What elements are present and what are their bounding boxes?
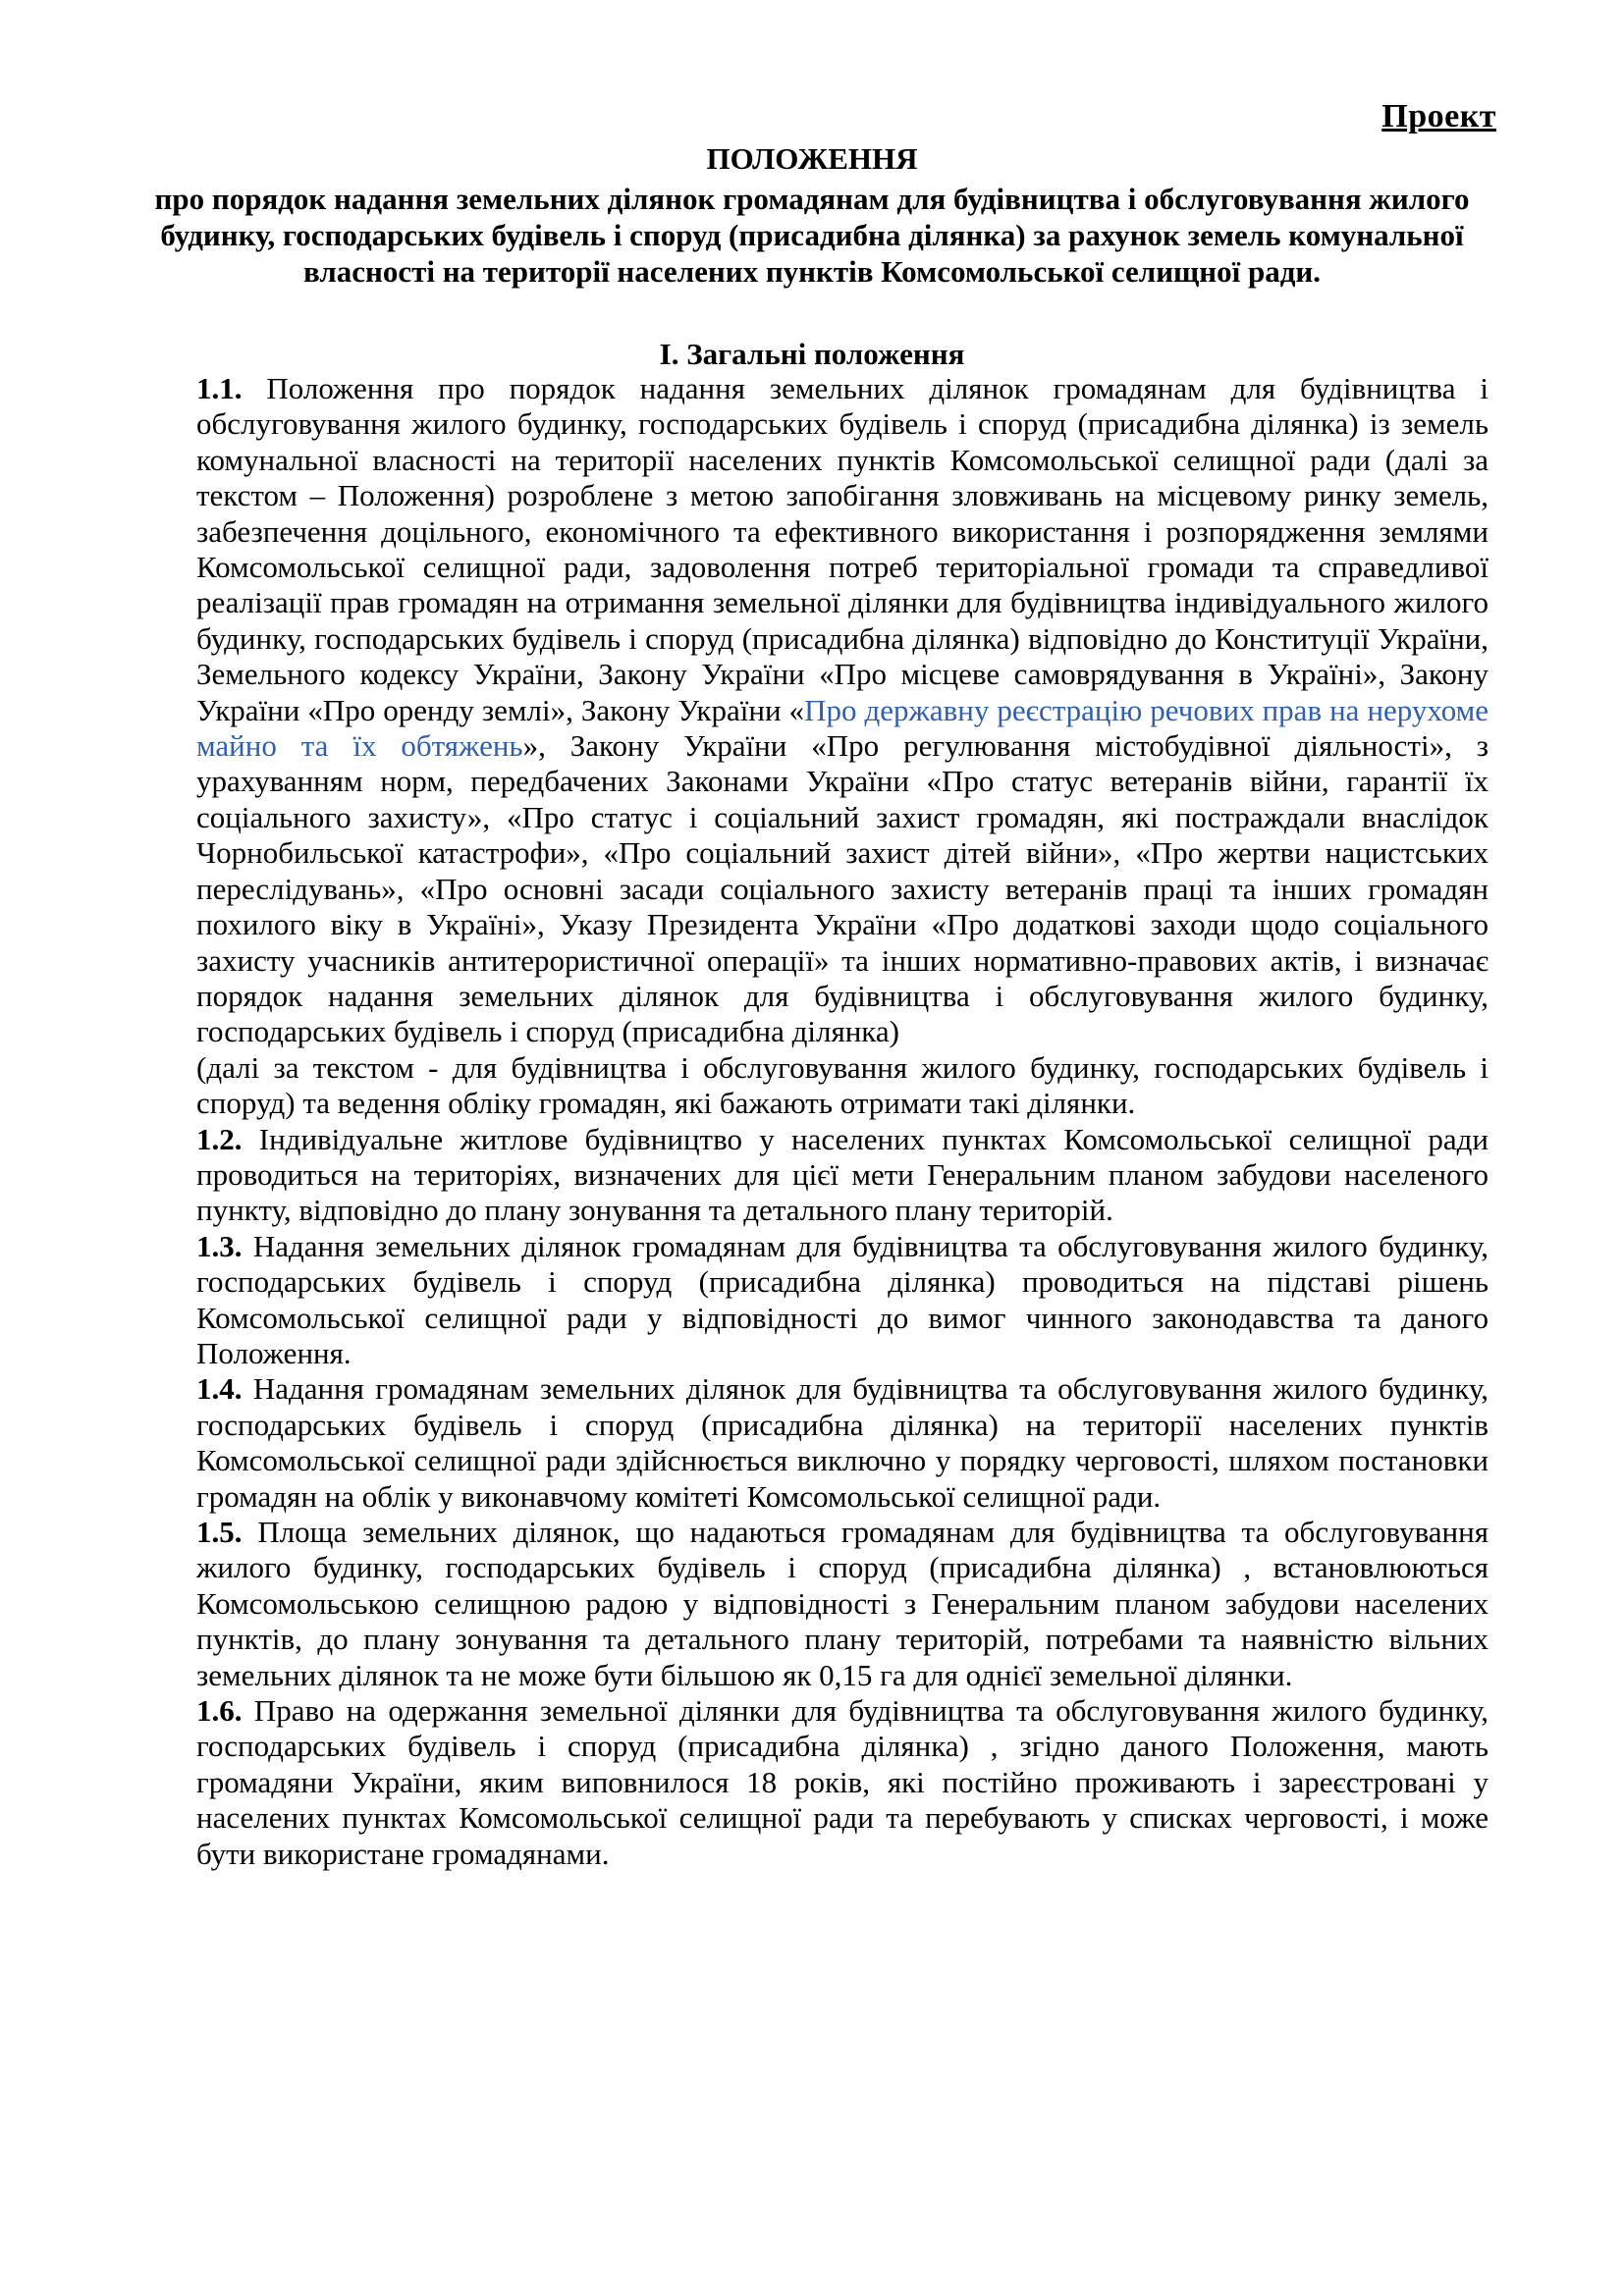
paragraph-text: Положення про порядок надання земельних ділянок громадянам для будівництва і обслуговування жилого будинку, господарських будівель і споруд (присадибна ділянка) із земель комунальної власності на території населених пунктів Комсомольської селищної ради (далі за текстом – Положення) розроблене з метою запобігання зловживань на місцевому ринку земель, забезпечення доцільного, економічного та ефективного використання і розпорядження землями Комсомольської селищної ради, задоволення потреб територіальної громади та справедливої реалізації прав громадян на отримання земельної ділянки для будівництва індивідуального жилого будинку, господарських будівель і споруд (присадибна ділянка) відповідно до Конституції України, Земельного кодексу України, Закону України «Про місцеве самоврядування в Україні», Закону України «Про оренду землі», Закону України « [196,371,1489,727]
document-body [196,371,1489,1872]
paragraph-number: 1.1. [196,371,243,405]
paragraph-1-2 [196,1122,1489,1229]
document-header [147,137,1477,290]
law-link[interactable]: Про державну реєстрацію речових прав на нерухоме майно та їх обтяжень [196,692,1489,764]
paragraph-1-3 [196,1229,1489,1372]
paragraph-number: 1.5. [196,1515,243,1549]
paragraph-text: Право на одержання земельної ділянки для будівництва та обслуговування жилого будинку, господарських будівель і споруд (присадибна ділянка) , згідно даного Положення, мають громадяни України, яким виповнилося 18 років, які постійно проживають і зареєстровані у населених пунктах Комсомольської селищної ради та перебувають у списках черговості, і може бути використане громадянами. [196,1693,1489,1871]
paragraph-1-5 [196,1515,1489,1693]
paragraph-1-6 [196,1693,1489,1872]
document-title: ПОЛОЖЕННЯ [706,141,918,176]
paragraph-1-1-continuation: (далі за текстом - для будівництва і обслуговування жилого будинку, господарських будівель і споруд) та ведення обліку громадян, які бажають отримати такі ділянки. [196,1049,1489,1121]
paragraph-text: Індивідуальне житлове будівництво у населених пунктах Комсомольської селищної ради проводиться на територіях, визначених для цієї мети Генеральним планом забудови населеного пункту, відповідно до плану зонування та детального плану територій. [196,1121,1489,1228]
paragraph-number: 1.3. [196,1228,243,1263]
paragraph-1-4 [196,1371,1489,1515]
paragraph-text: Надання земельних ділянок громадянам для будівництва та обслуговування жилого будинку, господарських будівель і споруд (присадибна ділянка) проводиться на підставі рішень Комсомольської селищної ради у відповідності до вимог чинного законодавства та даного Положення. [196,1228,1489,1370]
paragraph-1-1 [196,371,1489,1050]
paragraph-text: », Закону України «Про регулювання містобудівної діяльності», з урахуванням норм, передбачених Законами України «Про статус ветеранів війни, гарантії їх соціального захисту», «Про статус і соціальний захист громадян, які постраждали внаслідок Чорнобильської катастрофи», «Про соціальний захист дітей війни», «Про жертви нацистських переслідувань», «Про основні засади соціального захисту ветеранів праці та інших громадян похилого віку в Україні», Указу Президента України «Про додаткові заходи щодо соціального захисту учасників антитерористичної операції» та інших нормативно-правових актів, і визначає порядок надання земельних ділянок для будівництва і обслуговування жилого будинку, господарських будівель і споруд (присадибна ділянка) [196,728,1489,1049]
paragraph-number: 1.2. [196,1121,243,1156]
paragraph-text: Надання громадянам земельних ділянок для будівництва та обслуговування жилого будинку, господарських будівель і споруд (присадибна ділянка) на території населених пунктів Комсомольської селищної ради здійснюється виключно у порядку черговості, шляхом постановки громадян на облік у виконавчому комітеті Комсомольської селищної ради. [196,1371,1489,1514]
paragraph-number: 1.6. [196,1693,243,1729]
draft-label: Проект [1381,98,1496,134]
section-heading: І. Загальні положення [659,337,965,371]
document-subtitle: про порядок надання земельних ділянок громадянам для будівництва і обслуговування жилого будинку, господарських будівель і споруд (присадибна ділянка) за рахунок земель комунальної власності на території населених пунктів Комсомольської селищної ради. [154,182,1470,289]
paragraph-number: 1.4. [196,1371,243,1407]
paragraph-text: Площа земельних ділянок, що надаються громадянам для будівництва та обслуговування жилого будинку, господарських будівель і споруд (присадибна ділянка) , встановлюються Комсомольською селищною радою у відповідності з Генеральним планом забудови населених пунктів, до плану зонування та детального плану територій, потребами та наявністю вільних земельних ділянок та не може бути більшою як 0,15 га для однієї земельної ділянки. [196,1515,1489,1692]
